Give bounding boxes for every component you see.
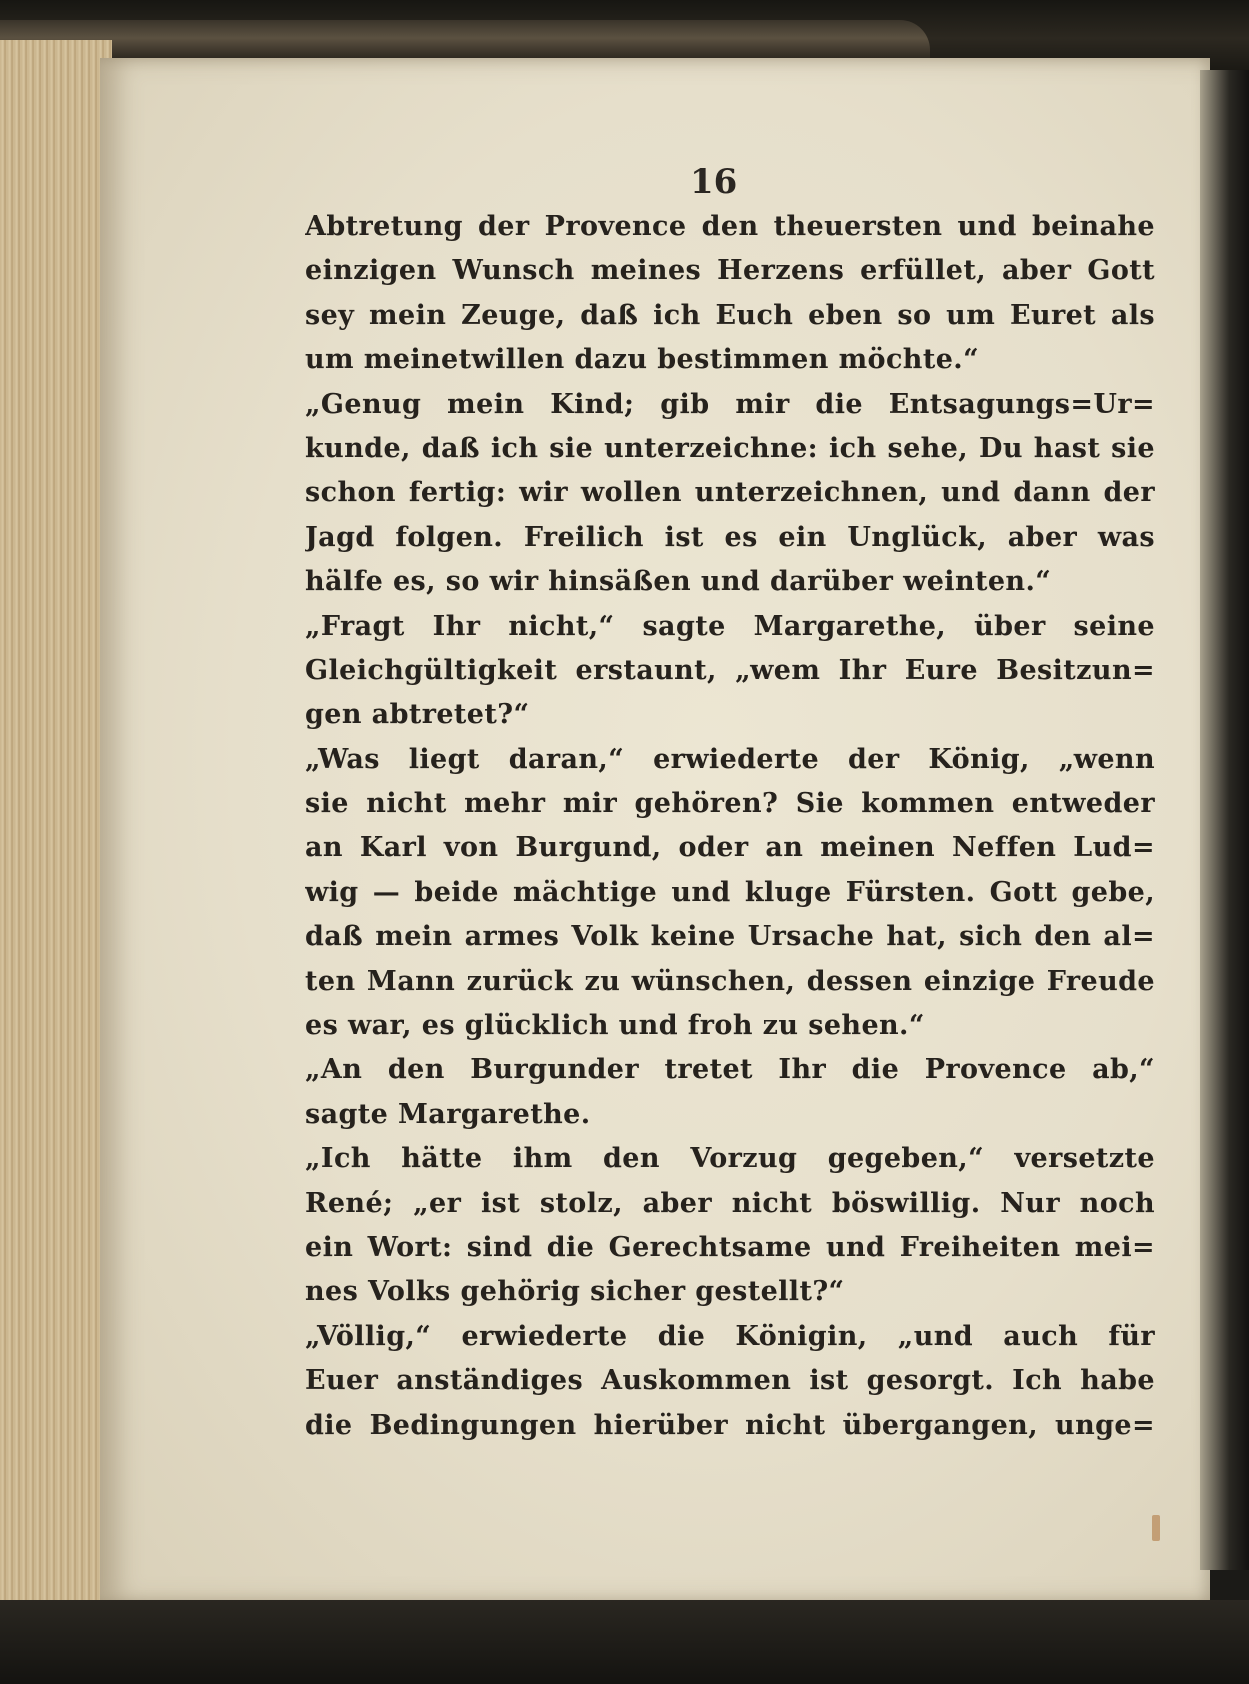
text-line: sie nicht mehr mir gehören? Sie kommen entweder	[305, 788, 1155, 820]
text-line: hälfe es, so wir hinsäßen und darüber weinten.“	[305, 566, 1052, 598]
text-line: „An den Burgunder tretet Ihr die Provence ab,“	[305, 1054, 1155, 1086]
text-line: ein Wort: sind die Gerechtsame und Freiheiten mei=	[305, 1231, 1155, 1263]
page-text-body	[305, 205, 1155, 1448]
text-line: sey mein Zeuge, daß ich Euch eben so um Euret als	[305, 299, 1155, 331]
text-line: kunde, daß ich sie unterzeichne: ich sehe, Du hast sie	[305, 432, 1155, 464]
page-gutter-shadow	[1200, 70, 1249, 1570]
text-line: an Karl von Burgund, oder an meinen Neffen Lud=	[305, 832, 1155, 864]
text-line: „Völlig,“ erwiederte die Königin, „und auch für	[305, 1320, 1155, 1352]
page-number: 16	[690, 162, 738, 202]
text-line: einzigen Wunsch meines Herzens erfüllet, aber Gott	[305, 255, 1155, 287]
text-line: Jagd folgen. Freilich ist es ein Unglück, aber was	[305, 521, 1155, 553]
book-bottom-shadow	[0, 1600, 1249, 1684]
text-line: sagte Margarethe.	[305, 1098, 591, 1130]
text-line: René; „er ist stolz, aber nicht böswillig. Nur noch	[305, 1187, 1155, 1219]
text-line: ten Mann zurück zu wünschen, dessen einzige Freude	[305, 965, 1155, 997]
paper-stain	[1152, 1515, 1160, 1541]
text-line: „Genug mein Kind; gib mir die Entsagungs=Ur=	[305, 388, 1155, 420]
text-line: „Fragt Ihr nicht,“ sagte Margarethe, über seine	[305, 610, 1155, 642]
text-line: wig — beide mächtige und kluge Fürsten. Gott gebe,	[305, 876, 1155, 908]
text-line: Abtretung der Provence den theuersten und beinahe	[305, 211, 1155, 242]
text-line: um meinetwillen dazu bestimmen möchte.“	[305, 344, 980, 376]
text-line: gen abtretet?“	[305, 699, 530, 731]
text-line: Gleichgültigkeit erstaunt, „wem Ihr Eure Besitzun=	[305, 654, 1155, 686]
text-line: es war, es glücklich und froh zu sehen.“	[305, 1010, 925, 1042]
text-line: nes Volks gehörig sicher gestellt?“	[305, 1276, 845, 1308]
text-line: Euer anständiges Auskommen ist gesorgt. Ich habe	[305, 1365, 1155, 1397]
text-line: „Ich hätte ihm den Vorzug gegeben,“ versetzte	[305, 1143, 1155, 1175]
text-line: schon fertig: wir wollen unterzeichnen, und dann der	[305, 477, 1155, 509]
book-cover-edge	[0, 20, 930, 60]
text-line: „Was liegt daran,“ erwiederte der König, „wenn	[305, 743, 1155, 775]
page-stack-edge	[0, 40, 112, 1600]
text-line: daß mein armes Volk keine Ursache hat, sich den al=	[305, 921, 1155, 953]
text-line: die Bedingungen hierüber nicht übergangen, unge=	[305, 1409, 1155, 1441]
